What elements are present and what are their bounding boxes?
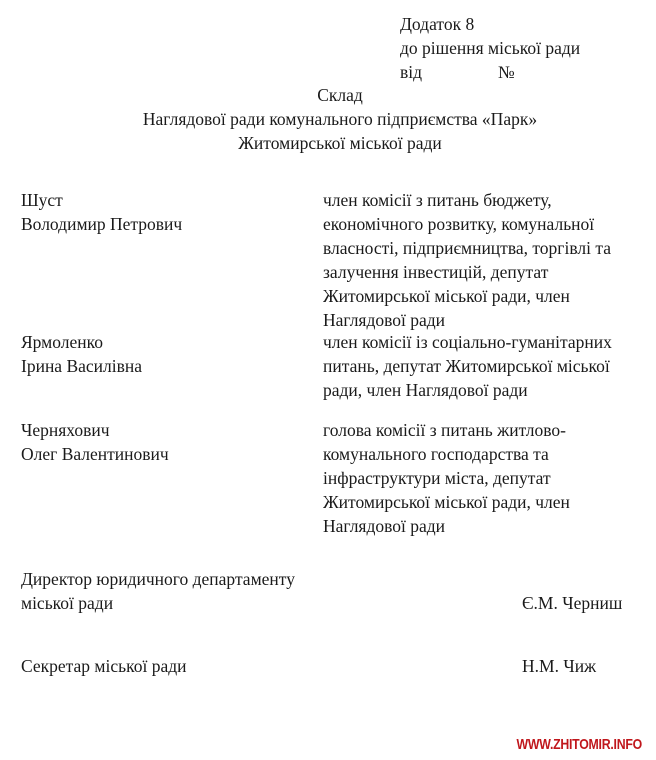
document-title [0, 83, 656, 155]
appendix-date-number [400, 60, 580, 84]
role-line: економічного розвитку, комунальної [323, 214, 595, 234]
role-line: залучення інвестицій, депутат [323, 262, 549, 282]
appendix-number: Додаток 8 [400, 14, 475, 34]
role-line: інфраструктури міста, депутат [323, 468, 551, 488]
appendix-from-label: від [400, 62, 423, 82]
appendix-number-sign: № [498, 62, 515, 82]
signature-name: Н.М. Чиж [522, 656, 597, 676]
role-line: Наглядової ради [323, 310, 446, 330]
role-line: комунального господарства та [323, 444, 549, 464]
appendix-decision: до рішення міської ради [400, 38, 581, 58]
signature-name: Є.М. Черниш [522, 593, 623, 613]
member-name [21, 330, 142, 378]
role-line: член комісії із соціально-гуманітарних [323, 332, 612, 352]
member-surname: Черняхович [21, 420, 110, 440]
member-role [323, 418, 570, 538]
role-line: Житомирської міської ради, член [323, 492, 570, 512]
site-watermark: WWW.ZHITOMIR.INFO [516, 736, 642, 753]
member-role [323, 188, 611, 332]
role-line: ради, член Наглядової ради [323, 380, 528, 400]
member-name [21, 188, 182, 236]
member-given-names: Володимир Петрович [21, 214, 183, 234]
role-line: питань, депутат Житомирської міської [323, 356, 610, 376]
role-line: Житомирської міської ради, член [323, 286, 570, 306]
title-line-3: Житомирської міської ради [238, 133, 442, 153]
role-line: власності, підприємництва, торгівлі та [323, 238, 611, 258]
role-line: Наглядової ради [323, 516, 446, 536]
member-name [21, 418, 169, 466]
member-surname: Шуст [21, 190, 63, 210]
member-role [323, 330, 612, 402]
member-surname: Ярмоленко [21, 332, 103, 352]
signature-title [21, 654, 187, 678]
role-line: голова комісії з питань житлово- [323, 420, 566, 440]
title-line-2: Наглядової ради комунального підприємства «Парк» [142, 109, 538, 129]
appendix-header [400, 12, 580, 84]
member-given-names: Ірина Василівна [21, 356, 143, 376]
title-line-1: Склад [317, 85, 363, 105]
signature-title-line: Секретар міської ради [21, 656, 187, 676]
signature-title-line: Директор юридичного департаменту [21, 569, 295, 589]
role-line: член комісії з питань бюджету, [323, 190, 552, 210]
signature-title-line: міської ради [21, 593, 114, 613]
member-given-names: Олег Валентинович [21, 444, 169, 464]
signature-title [21, 567, 295, 615]
